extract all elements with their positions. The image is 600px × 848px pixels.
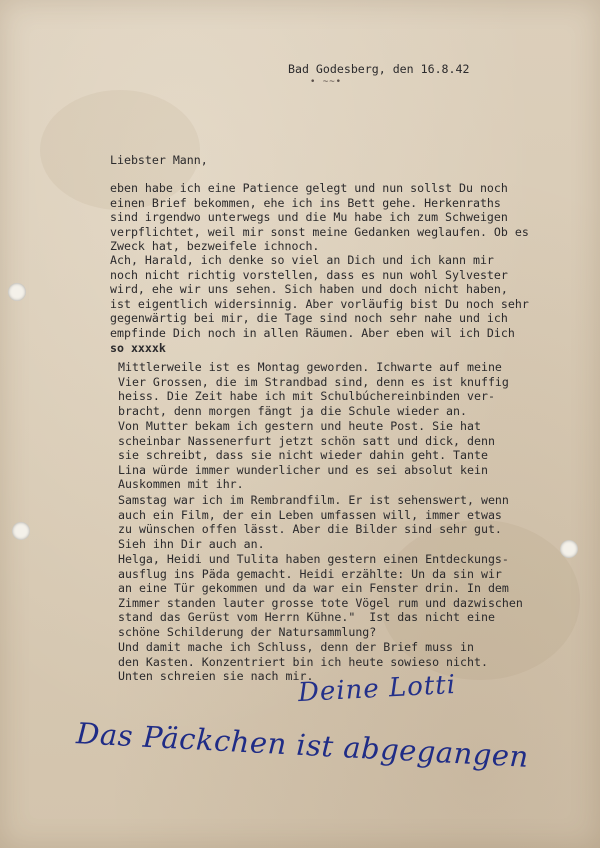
text-line: an eine Tür gekommen und da war ein Fenster drin. In dem xyxy=(118,581,509,596)
text-line: empfinde Dich noch in allen Räumen. Aber eben wil ich Dich xyxy=(110,325,515,340)
salutation: Liebster Mann, xyxy=(110,153,208,167)
date-line: Bad Godesberg, den 16.8.42 xyxy=(288,62,470,76)
paragraph-6 xyxy=(118,552,523,640)
text-line: stand das Gerüst vom Herrn Kühne." Ist das nicht eine xyxy=(118,610,495,625)
text-line: noch nicht richtig vorstellen, dass es nun wohl Sylvester xyxy=(110,267,508,282)
text-line: eben habe ich eine Patience gelegt und nun sollst Du noch xyxy=(110,181,508,195)
signature: Deine Lotti xyxy=(297,669,457,709)
text-line: so xxxxk xyxy=(110,340,166,355)
text-line: Mittlerweile ist es Montag geworden. Ichwarte auf meine xyxy=(118,360,502,374)
punch-hole xyxy=(12,522,30,540)
text-line: Zimmer standen lauter grosse tote Vögel rum und dazwischen xyxy=(118,595,523,610)
text-line: verpflichtet, weil mir sonst meine Gedanken weglaufen. Ob es xyxy=(110,224,529,239)
text-line: Auskommen mit ihr. xyxy=(118,477,244,492)
punch-hole xyxy=(560,540,578,558)
text-line: Von Mutter bekam ich gestern und heute Post. Sie hat xyxy=(118,419,481,433)
text-line: ist eigentlich widersinnig. Aber vorläufig bist Du noch sehr xyxy=(110,296,529,311)
text-line: den Kasten. Konzentriert bin ich heute sowieso nicht. xyxy=(118,654,488,669)
paragraph-5 xyxy=(118,493,509,551)
text-line: sie schreibt, dass sie nicht wieder dahin geht. Tante xyxy=(118,448,488,463)
text-line: einen Brief bekommen, ehe ich ins Bett gehe. Herkenraths xyxy=(110,195,501,210)
paragraph-3 xyxy=(118,360,509,418)
text-line: sind irgendwo unterwegs und die Mu habe ich zum Schweigen xyxy=(110,210,508,225)
text-line: wird, ehe wir uns sehen. Sich haben und doch nicht haben, xyxy=(110,282,508,297)
text-line: auch ein Film, der ein Leben umfassen will, immer etwas xyxy=(118,507,502,522)
text-line: Unten schreien sie nach mir. xyxy=(118,669,314,684)
text-line: Samstag war ich im Rembrandfilm. Er ist sehenswert, wenn xyxy=(118,493,509,507)
text-line: Vier Grossen, die im Strandbad sind, denn es ist knuffig xyxy=(118,374,509,389)
text-line: Lina würde immer wunderlicher und es sei absolut kein xyxy=(118,462,488,477)
handwritten-note: Das Päckchen ist abgegangen xyxy=(75,716,530,774)
text-line: scheinbar Nassenerfurt jetzt schön satt und dick, denn xyxy=(118,433,495,448)
text-line: zu wünschen offen lässt. Aber die Bilder sind sehr gut. xyxy=(118,522,502,537)
paragraph-2 xyxy=(110,253,529,355)
punch-hole xyxy=(8,283,26,301)
text-line: Helga, Heidi und Tulita haben gestern einen Entdeckungs- xyxy=(118,552,509,566)
text-line: heiss. Die Zeit habe ich mit Schulbúchereinbinden ver- xyxy=(118,389,495,404)
paragraph-1 xyxy=(110,181,529,254)
text-line: schöne Schilderung der Natursammlung? xyxy=(118,624,377,639)
text-line: ausflug ins Päda gemacht. Heidi erzählte: Un da sin wir xyxy=(118,566,502,581)
text-line: Ach, Harald, ich denke so viel an Dich und ich kann mir xyxy=(110,253,494,267)
text-line: Zweck hat, bezweifele ichnoch. xyxy=(110,239,320,254)
text-line: Sieh ihn Dir auch an. xyxy=(118,536,265,551)
paragraph-4 xyxy=(118,419,495,492)
text-line: bracht, denn morgen fängt ja die Schule wieder an. xyxy=(118,403,468,418)
date-mark: • ~~• xyxy=(310,77,343,87)
text-line: gegenwärtig bei mir, die Tage sind noch sehr nahe und ich xyxy=(110,311,508,326)
text-line: Und damit mache ich Schluss, denn der Brief muss in xyxy=(118,640,474,654)
